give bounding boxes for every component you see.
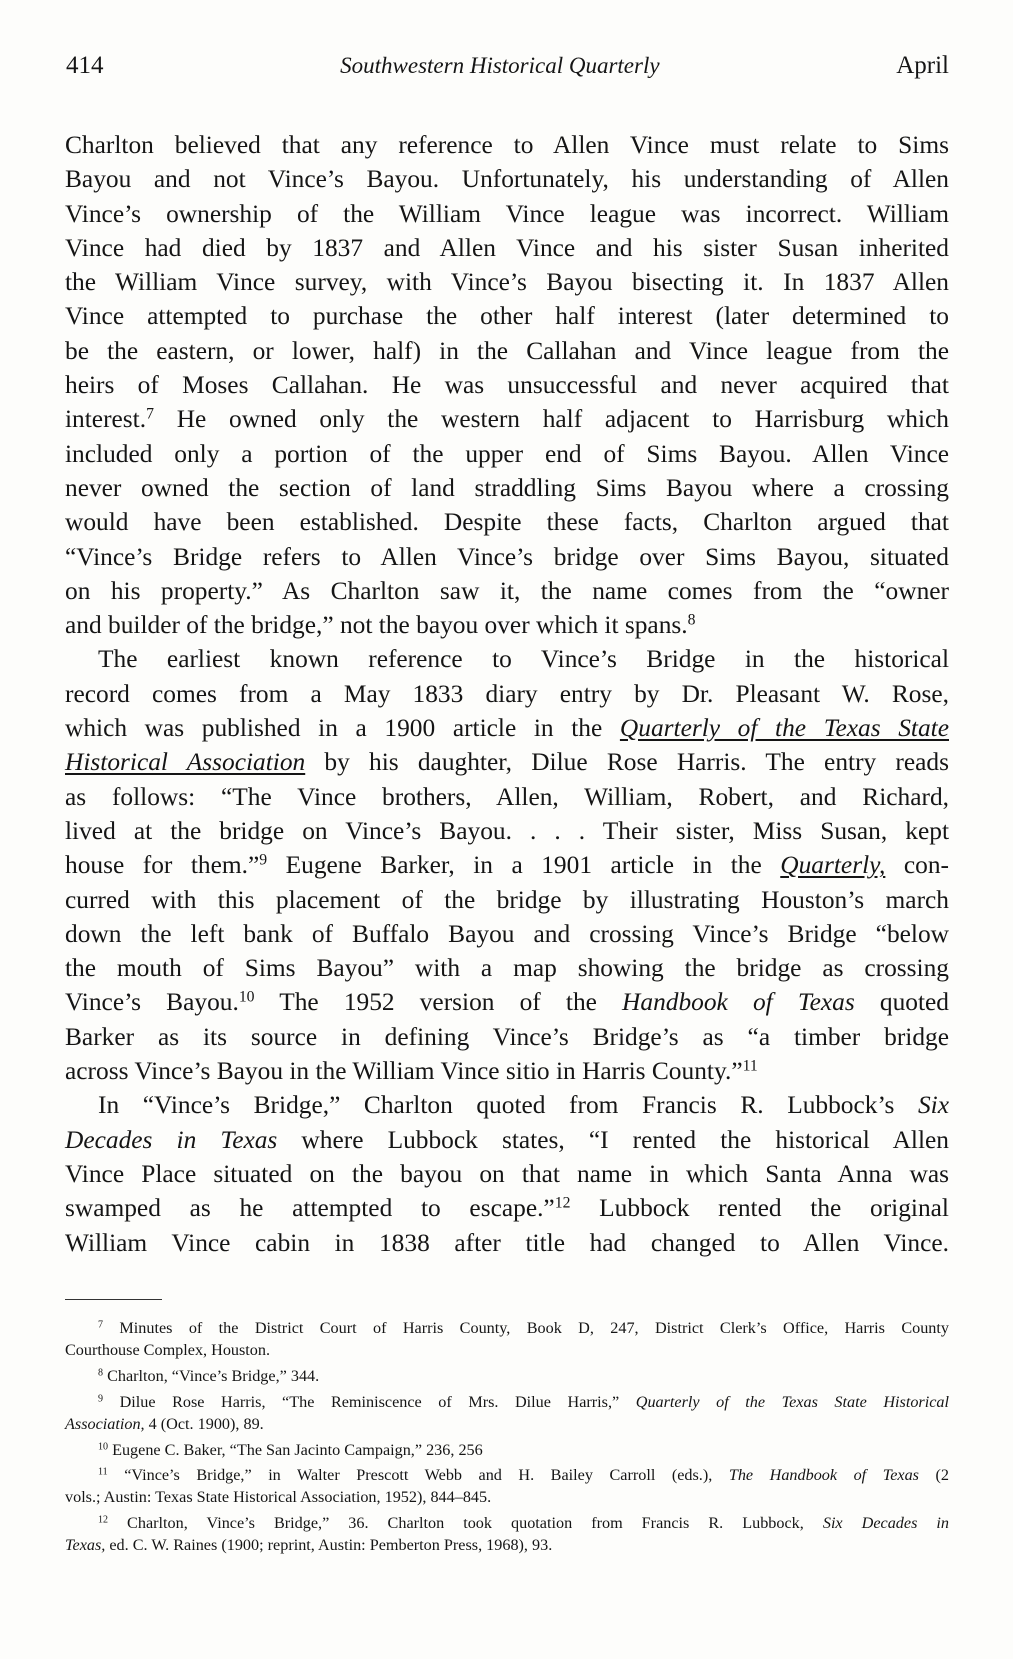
footnote-number: 9	[98, 1393, 104, 1405]
footnote-number: 8	[98, 1367, 104, 1379]
text-line	[65, 985, 949, 1019]
text-line	[65, 1191, 949, 1225]
footnote-line	[65, 1513, 949, 1535]
footnote-ref[interactable]: 8	[687, 611, 696, 629]
text-span: Eugene Barker, in a 1901 article in the	[267, 851, 781, 880]
text-span: which was published in a 1900 article in the	[65, 714, 620, 743]
text-span: ed. C. W. Raines (1900; reprint, Austin: Pemberton Press, 1968), 93.	[105, 1536, 553, 1555]
book-title-ref: The Handbook of Texas	[728, 1466, 919, 1485]
journal-title-ref: Historical Association	[65, 748, 306, 777]
footnote-ref[interactable]: 11	[742, 1057, 758, 1075]
text-line	[65, 745, 949, 779]
journal-title-ref: Association,	[65, 1414, 145, 1433]
book-title-ref: Six	[917, 1091, 949, 1120]
text-line	[65, 1054, 949, 1088]
text-line	[65, 608, 949, 642]
text-line: included only a portion of the upper end of Sims Bayou. Allen Vince	[65, 439, 949, 468]
footnote-12	[65, 1513, 949, 1557]
text-span: and builder of the bridge,” not the bayou over which it spans.	[65, 611, 688, 640]
text-line: The earliest known reference to Vince’s Bridge in the historical	[98, 645, 949, 674]
footnote-line	[65, 1535, 949, 1557]
text-line: never owned the section of land straddling Sims Bayou where a crossing	[65, 473, 949, 502]
text-line: Barker as its source in defining Vince’s Bridge’s as “a timber bridge	[65, 1022, 949, 1051]
text-span: The 1952 version of the	[254, 988, 623, 1017]
footnote-line	[65, 1440, 949, 1462]
text-span: by his daughter, Dilue Rose Harris. The entry reads	[305, 748, 949, 777]
footnote-line	[65, 1366, 949, 1388]
text-span: Minutes of the District Court of Harris County, Book D, 247, District Clerk’s Office, Harris County	[103, 1319, 949, 1337]
text-span: con-	[885, 851, 949, 880]
footnote-ref[interactable]: 9	[259, 851, 268, 869]
text-span: quoted	[854, 988, 949, 1017]
text-line: lived at the bridge on Vince’s Bayou. . . . Their sister, Miss Susan, kept	[65, 816, 949, 845]
text-line: the William Vince survey, with Vince’s Bayou bisecting it. In 1837 Allen	[65, 268, 949, 297]
text-line: be the eastern, or lower, half) in the Callahan and Vince league from the	[65, 336, 949, 365]
text-span: 4 (Oct. 1900), 89.	[144, 1414, 264, 1433]
journal-title: Southwestern Historical Quarterly	[340, 53, 660, 78]
footnote-line	[65, 1318, 949, 1340]
footnote-line	[65, 1392, 949, 1414]
footnote-line: Courthouse Complex, Houston.	[65, 1340, 271, 1359]
footnote-line	[65, 1414, 949, 1436]
text-line	[65, 402, 949, 436]
text-line: Bayou and not Vince’s Bayou. Unfortunately, his understanding of Allen	[65, 165, 949, 194]
text-line: “Vince’s Bridge refers to Allen Vince’s bridge over Sims Bayou, situated	[65, 542, 949, 571]
text-line	[65, 711, 949, 745]
text-span: Lubbock rented the original	[570, 1194, 949, 1223]
journal-title-ref: Quarterly of the Texas State	[619, 714, 949, 743]
page-number: 414	[66, 52, 104, 79]
text-span: Eugene C. Baker, “The San Jacinto Campaign,” 236, 256	[108, 1440, 483, 1459]
book-title-ref: Texas,	[65, 1536, 106, 1555]
footnote-9	[65, 1392, 949, 1436]
book-title-ref: Decades in Texas	[65, 1125, 278, 1154]
text-line	[65, 1123, 949, 1157]
book-title-ref: Six Decades in	[822, 1514, 949, 1533]
footnote-ref[interactable]: 10	[238, 988, 255, 1006]
text-line: would have been established. Despite these facts, Charlton argued that	[65, 508, 949, 537]
footnote-8	[65, 1366, 949, 1388]
footnote-number: 10	[98, 1441, 109, 1453]
text-line	[65, 1088, 949, 1122]
text-span: house for them.”	[65, 851, 260, 880]
journal-title-ref: Quarterly of the Texas State Historical	[635, 1392, 949, 1411]
text-line: down the left bank of Buffalo Bayou and crossing Vince’s Bridge “below	[65, 919, 949, 948]
text-span: interest.	[65, 405, 147, 434]
text-line: Vince Place situated on the bayou on that name in which Santa Anna was	[65, 1159, 949, 1188]
text-line: heirs of Moses Callahan. He was unsuccessful and never acquired that	[65, 371, 949, 400]
footnote-number: 12	[98, 1514, 109, 1526]
body-text	[65, 128, 949, 1260]
text-line: as follows: “The Vince brothers, Allen, William, Robert, and Richard,	[65, 782, 949, 811]
footnote-ref[interactable]: 12	[554, 1194, 571, 1212]
footnote-line	[65, 1465, 949, 1487]
text-line: Vince’s ownership of the William Vince league was incorrect. William	[65, 199, 949, 228]
footnote-number: 7	[98, 1319, 104, 1331]
text-span: Charlton, Vince’s Bridge,” 36. Charlton took quotation from Francis R. Lubbock,	[108, 1514, 823, 1533]
footnote-number: 11	[98, 1466, 108, 1478]
text-span: Vince’s Bayou.	[65, 988, 239, 1017]
text-span: He owned only the western half adjacent to Harrisburg which	[153, 405, 949, 434]
text-span: Charlton, “Vince’s Bridge,” 344.	[103, 1366, 320, 1385]
text-span: “Vince’s Bridge,” in Walter Prescott Webb and H. Bailey Carroll (eds.),	[107, 1466, 729, 1485]
text-line: Vince attempted to purchase the other half interest (later determined to	[65, 302, 949, 331]
text-span: where Lubbock states, “I rented the historical Allen	[277, 1125, 949, 1154]
text-line: William Vince cabin in 1838 after title had changed to Allen Vince.	[65, 1228, 949, 1257]
text-span: In “Vince’s Bridge,” Charlton quoted from Francis R. Lubbock’s	[98, 1091, 918, 1120]
text-span: Dilue Rose Harris, “The Reminiscence of Mrs. Dilue Harris,”	[103, 1392, 636, 1411]
running-head	[66, 52, 949, 80]
footnote-divider	[65, 1299, 162, 1300]
footnote-ref[interactable]: 7	[146, 405, 154, 423]
text-line: record comes from a May 1833 diary entry by Dr. Pleasant W. Rose,	[65, 679, 949, 708]
text-span: across Vince’s Bayou in the William Vince sitio in Harris County.”	[65, 1057, 743, 1086]
footnote-10	[65, 1440, 949, 1462]
footnotes	[65, 1318, 949, 1561]
text-line	[65, 848, 949, 882]
footnote-7	[65, 1318, 949, 1362]
text-line: Vince had died by 1837 and Allen Vince and his sister Susan inherited	[65, 233, 949, 262]
text-span: swamped as he attempted to escape.”	[65, 1194, 555, 1223]
text-line: Charlton believed that any reference to Allen Vince must relate to Sims	[65, 131, 949, 159]
text-line: curred with this placement of the bridge by illustrating Houston’s march	[65, 885, 949, 914]
footnote-11	[65, 1465, 949, 1509]
issue-month: April	[896, 52, 949, 79]
text-line: the mouth of Sims Bayou” with a map showing the bridge as crossing	[65, 954, 949, 983]
footnote-line: vols.; Austin: Texas State Historical Association, 1952), 844–845.	[65, 1488, 492, 1507]
book-title-ref: Handbook of Texas	[622, 988, 855, 1017]
text-line: on his property.” As Charlton saw it, the name comes from the “owner	[65, 576, 949, 605]
text-span: (2	[919, 1466, 950, 1485]
journal-title-ref: Quarterly,	[780, 851, 886, 880]
